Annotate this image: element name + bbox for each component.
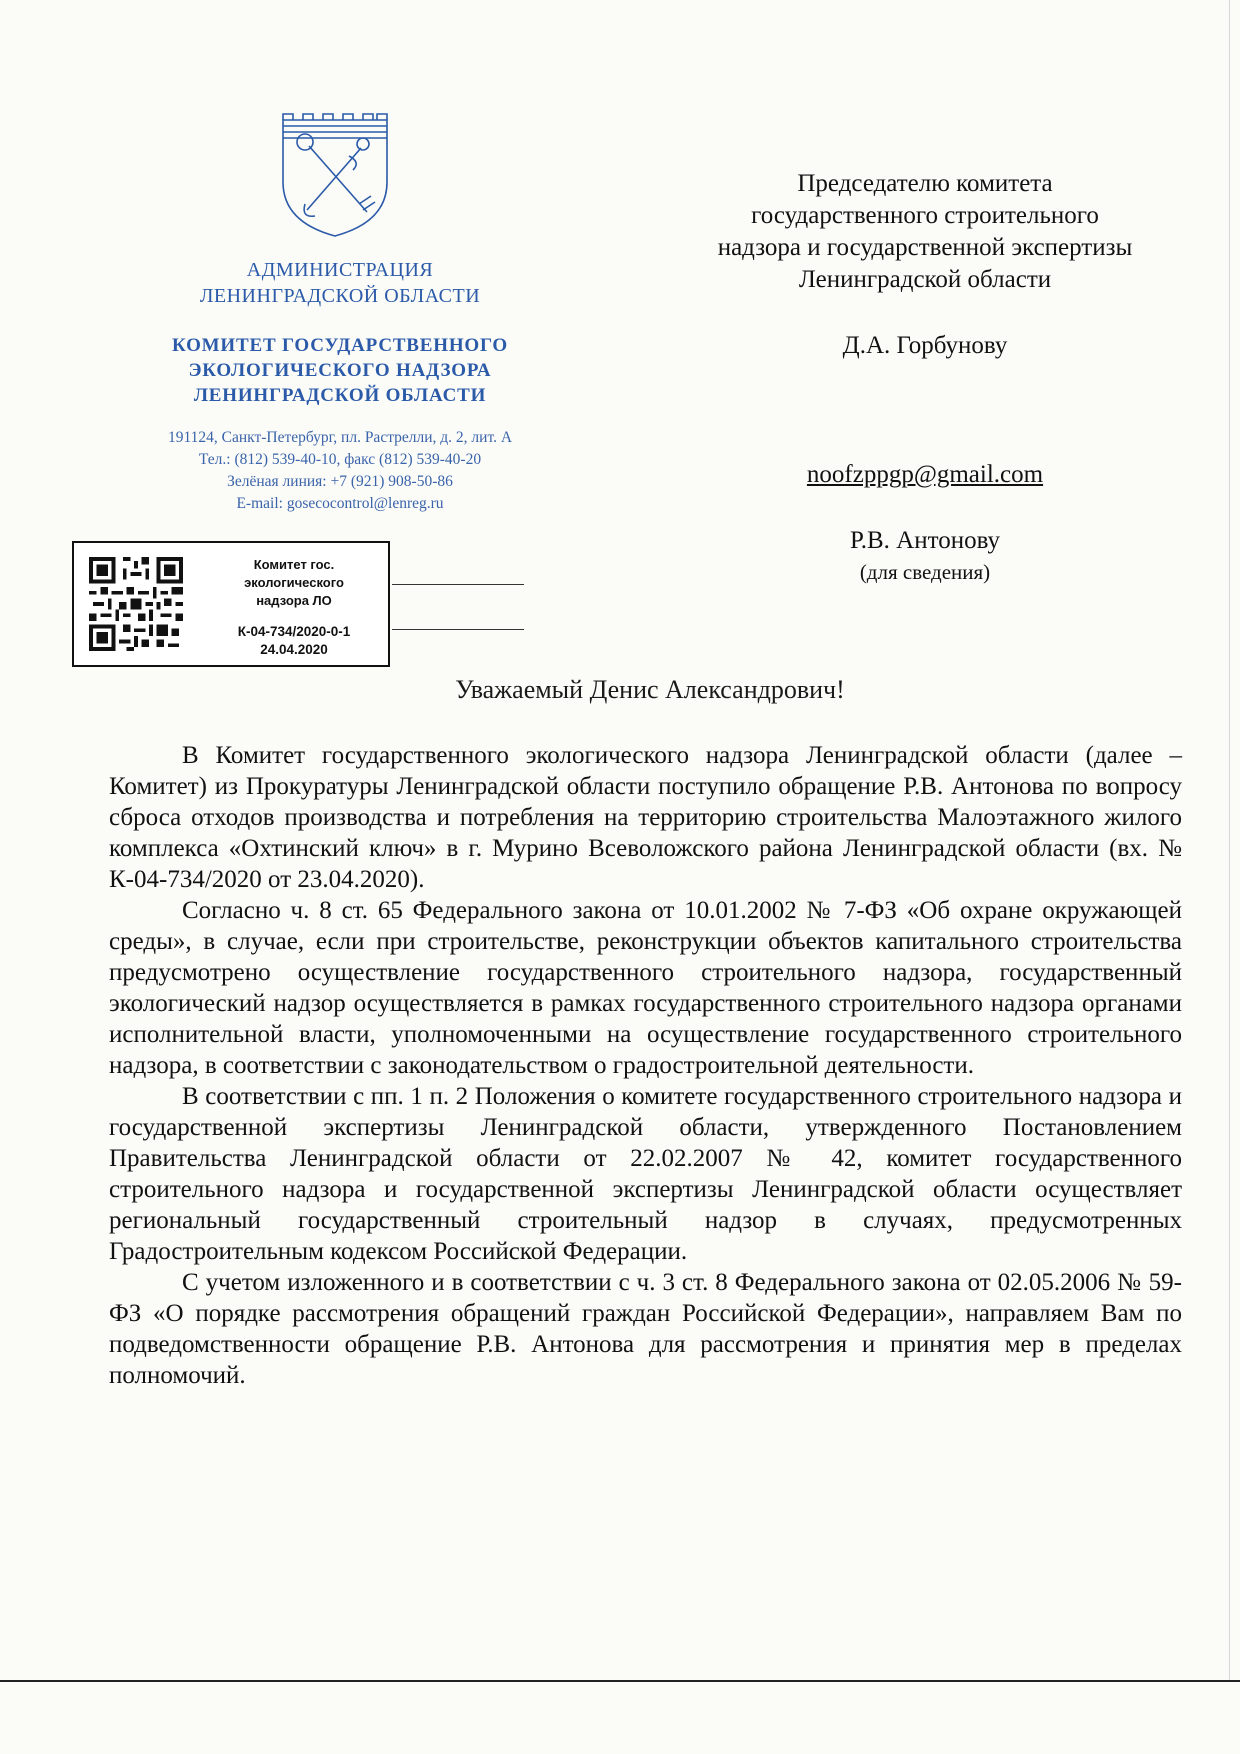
- addressee-line-4: Ленинградской области: [798, 266, 1052, 293]
- letterhead-address: 191124, Санкт-Петербург, пл. Растрелли, д. 2, лит. А: [167, 429, 513, 446]
- salutation: Уважаемый Денис Александрович!: [455, 675, 845, 704]
- letterhead-hotline: Зелёная линия: +7 (921) 908-50-86: [227, 473, 453, 490]
- stamp-org-line-1: Комитет гос.: [253, 557, 335, 572]
- stamp-registration: [209, 623, 379, 659]
- body-paragraph-4: С учетом изложенного и в соответствии с ч. 3 ст. 8 Федерального закона от 02.05.2006 № 59-ФЗ «О порядке рассмотрения обращений граждан Российской Федерации», направляем Вам по подведомственности обращение Р.В. Антонова для рассмотрения и принятия мер в пределах полномочий.: [109, 1269, 1182, 1389]
- page-margin-line: [1229, 0, 1230, 1680]
- body-paragraph-3: В соответствии с пп. 1 п. 2 Положения о комитете государственного строительного надзора и государственной экспертизы Ленинградской области, утвержденного Постановлением Правительства Ленинградской области от 22.02.2007 № 42, комитет государственного строительного надзора и государственной экспертизы Ленинградской области осуществляет региональный государственный строительный надзор в случаях, предусмотренных Градостроительным кодексом Российской Федерации.: [109, 1083, 1182, 1265]
- qr-code-icon: [86, 557, 186, 651]
- stamp-org-line-2: экологического: [244, 575, 344, 590]
- blank-rule-1: [392, 584, 524, 585]
- stamp-org-name: [209, 556, 379, 610]
- stamp-reg-date: 24.04.2020: [260, 642, 328, 657]
- body-paragraph-1: В Комитет государственного экологического надзора Ленинградской области (далее – Комитет) из Прокуратуры Ленинградской области поступило обращение Р.В. Антонова по вопросу сброса отходов производства и потребления на территорию строительства Малоэтажного жилого комплекса «Охтинский ключ» в г. Мурино Всеволожского района Ленинградской области (вх. № К-04-734/2020 от 23.04.2020).: [109, 742, 1182, 893]
- administration-line-2: ЛЕНИНГРАДСКОЙ ОБЛАСТИ: [199, 285, 481, 307]
- letterhead-email: E-mail: gosecocontrol@lenreg.ru: [236, 495, 444, 512]
- committee-line-3: ЛЕНИНГРАДСКОЙ ОБЛАСТИ: [193, 385, 487, 406]
- page-bottom-edge: [0, 1680, 1240, 1682]
- addressee-line-1: Председателю комитета: [797, 170, 1053, 197]
- committee-line-2: ЭКОЛОГИЧЕСКОГО НАДЗОРА: [188, 360, 492, 381]
- blank-rule-2: [392, 629, 524, 630]
- copy-recipient-name: Р.В. Антонову: [849, 527, 1001, 554]
- stamp-org-line-3: надзора ЛО: [256, 593, 332, 608]
- letter-body: [109, 740, 1182, 1391]
- coat-of-arms-emblem: [279, 112, 391, 240]
- addressee-name: Д.А. Горбунову: [842, 332, 1008, 359]
- addressee-email-link[interactable]: noofzppgp@gmail.com: [806, 461, 1044, 488]
- addressee-line-2: государственного строительного: [751, 202, 1099, 229]
- letterhead-phone: Тел.: (812) 539-40-10, факс (812) 539-40-20: [198, 451, 482, 468]
- addressee-line-3: надзора и государственной экспертизы: [717, 234, 1133, 261]
- registration-stamp: [72, 541, 390, 667]
- committee-line-1: КОМИТЕТ ГОСУДАРСТВЕННОГО: [172, 335, 508, 356]
- administration-line-1: АДМИНИСТРАЦИЯ: [246, 259, 434, 281]
- copy-recipient-note: (для сведения): [859, 560, 991, 584]
- body-paragraph-2: Согласно ч. 8 ст. 65 Федерального закона от 10.01.2002 № 7-ФЗ «Об охране окружающей среды», в случае, если при строительстве, реконструкции объектов капитального строительства предусмотрено осуществление государственного строительного надзора, государственный экологический надзор осуществляется в рамках государственного строительного надзора органами исполнительной власти, уполномоченными на осуществление государственного строительного надзора, в соответствии с законодательством о градостроительной деятельности.: [109, 897, 1182, 1079]
- stamp-reg-number: К-04-734/2020-0-1: [237, 624, 351, 639]
